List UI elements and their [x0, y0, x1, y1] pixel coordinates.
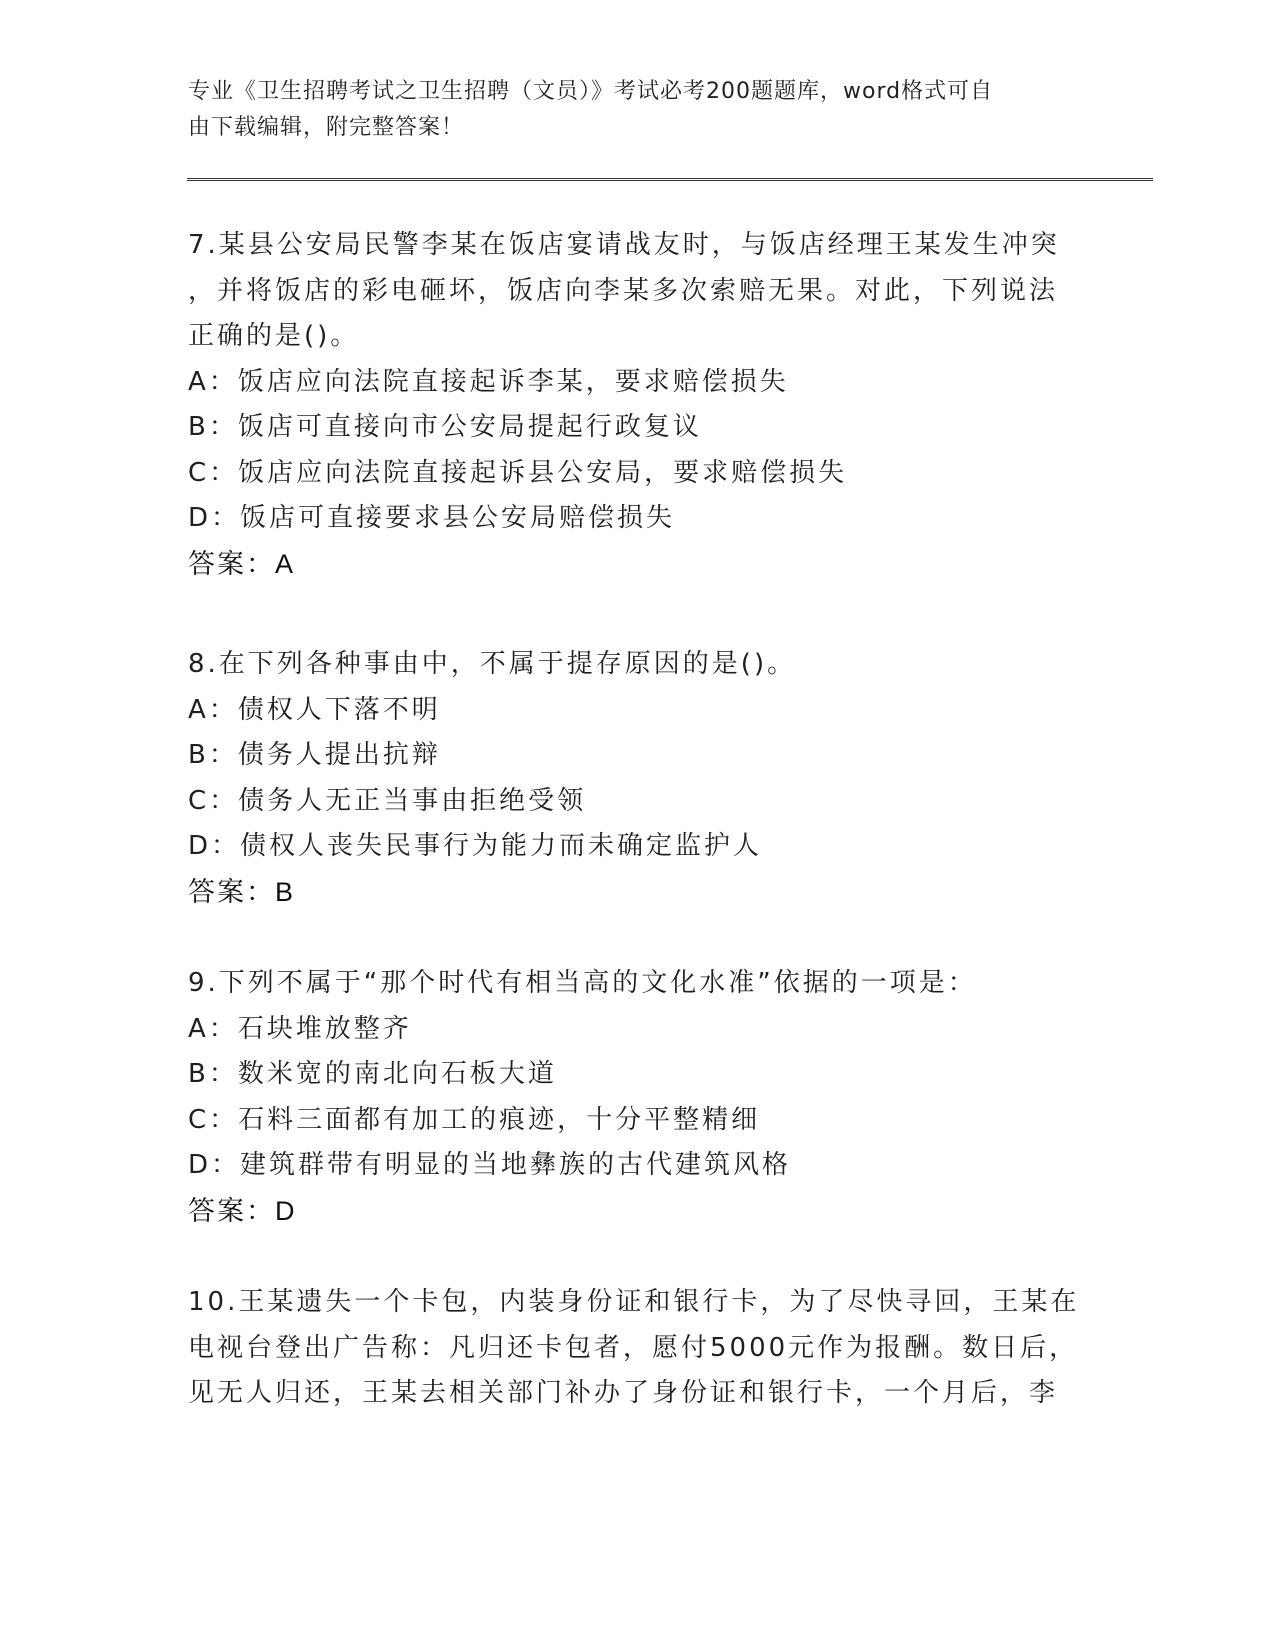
option-a: A：债权人下落不明	[188, 694, 441, 725]
option-c: C：石料三面都有加工的痕迹，十分平整精细	[188, 1104, 761, 1135]
document-header	[188, 74, 1068, 146]
option-a: A：饭店应向法院直接起诉李某，要求赔偿损失	[188, 366, 789, 397]
answer: 答案：A	[188, 548, 296, 579]
answer: 答案：D	[188, 1195, 297, 1226]
option-a: A：石块堆放整齐	[188, 1013, 412, 1044]
question-stem-line: 电视台登出广告称：凡归还卡包者，愿付5000元作为报酬。数日后，	[188, 1332, 1079, 1363]
question-stem-line: 10.王某遗失一个卡包，内装身份证和银行卡，为了尽快寻回，王某在	[188, 1287, 1080, 1317]
question-9	[188, 961, 1088, 1234]
option-d: D：建筑群带有明显的当地彝族的古代建筑风格	[188, 1150, 792, 1180]
option-d: D：饭店可直接要求县公安局赔偿损失	[188, 503, 676, 533]
question-stem-line: 正确的是()。	[188, 321, 360, 351]
question-stem-line: 8.在下列各种事由中，不属于提存原因的是()。	[188, 649, 797, 679]
question-7	[188, 223, 1088, 587]
option-c: C：饭店应向法院直接起诉县公安局，要求赔偿损失	[188, 457, 848, 488]
header-line-2: 由下载编辑，附完整答案！	[188, 115, 465, 140]
header-divider	[187, 178, 1153, 181]
question-stem-line: ，并将饭店的彩电砸坏，饭店向李某多次索赔无果。对此，下列说法	[188, 275, 1059, 306]
question-10	[188, 1280, 1088, 1417]
option-b: B：数米宽的南北向石板大道	[188, 1059, 557, 1089]
question-stem-line: 7.某县公安局民警李某在饭店宴请战友时，与饭店经理王某发生冲突	[188, 230, 1060, 260]
question-stem-line: 9.下列不属于“那个时代有相当高的文化水准”依据的一项是：	[188, 968, 977, 998]
option-d: D：债权人丧失民事行为能力而未确定监护人	[188, 831, 763, 861]
option-b: B：债务人提出抗辩	[188, 740, 441, 770]
question-8	[188, 642, 1088, 915]
option-b: B：饭店可直接向市公安局提起行政复议	[188, 412, 702, 442]
answer: 答案：B	[188, 876, 296, 907]
header-line-1: 专业《卫生招聘考试之卫生招聘（文员）》考试必考200题题库，word格式可自	[188, 79, 994, 104]
question-stem-line: 见无人归还，王某去相关部门补办了身份证和银行卡，一个月后，李	[188, 1378, 1059, 1408]
option-c: C：债务人无正当事由拒绝受领	[188, 785, 587, 816]
